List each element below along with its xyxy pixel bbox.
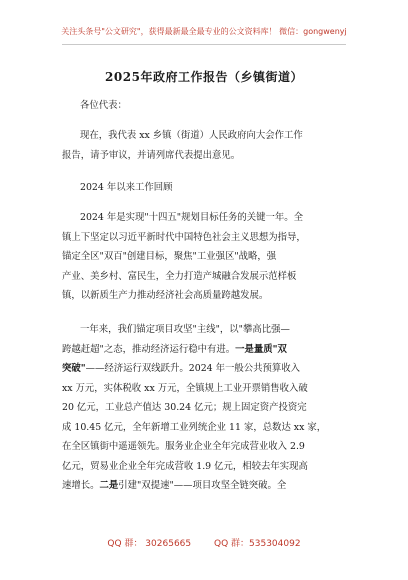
body-line: 20 亿元，工业总产值达 30.24 亿元；规上固定资产投资完	[62, 402, 307, 413]
body-bold-text: 二是	[99, 480, 119, 491]
body-line: 成 10.45 亿元，全年新增工业列统企业 11 家，总数达 xx 家，	[62, 421, 327, 433]
body-text: ——经济运行双线跃升。2024 年一般公共预算收入	[85, 363, 300, 374]
intro-line: 现在，我代表 xx 乡镇（街道）人民政府向大会作工作	[80, 130, 303, 141]
footer-contact	[0, 536, 408, 549]
body-line: 一年来，我们锚定项目攻坚"主线"，以"攀高比强—	[80, 324, 290, 335]
qq-group-2: QQ 群：535304092	[214, 539, 301, 549]
document-title: 2025年政府工作报告（乡镇街道）	[105, 70, 303, 84]
qq-group-1: QQ 群： 30265665	[107, 539, 192, 549]
intro-line: 报告，请予审议，并请列席代表提出意见。	[62, 149, 241, 161]
review-line: 镇上下坚定以习近平新时代中国特色社会主义思想为指导，	[62, 231, 306, 243]
salutation	[62, 96, 346, 116]
section-heading	[62, 178, 346, 198]
body-line: 在全区镇街中遥遥领先。服务业企业全年完成营业收入 2.9	[62, 441, 305, 452]
review-paragraph	[62, 208, 346, 306]
body-bold-text: 突破"	[62, 363, 86, 374]
body-paragraph	[62, 320, 346, 496]
body-line: 亿元，贸易业企业全年完成营收 1.9 亿元，相较去年实现高	[62, 460, 308, 472]
header-promo-note: 关注头条号"公文研究"，获得最新最全最专业的公文资料库！ 微信：gongwenyj	[61, 27, 347, 36]
intro-paragraph	[62, 126, 346, 165]
review-line: 产业、美乡村、富民生，全力打造产城融合发展示范样板	[62, 270, 297, 282]
body-text: 跨越赶超"之态，推动经济运行稳中有进。	[62, 343, 236, 355]
review-line: 镇，以新质生产力推动经济社会高质量跨越发展。	[62, 290, 269, 301]
salutation-text: 各位代表：	[80, 100, 127, 111]
body-line	[62, 340, 346, 360]
review-line: 锚定全区"双百"创建目标，聚焦"工业强区"战略，强	[62, 251, 277, 262]
body-text: 引建"双提速"——项目攻坚全链突破。全	[118, 480, 287, 491]
header-divider	[62, 44, 346, 45]
body-line	[62, 476, 346, 496]
review-line: 2024 年是实现"十四五"规划目标任务的关键一年。全	[80, 212, 303, 223]
body-bold-text: 一是量质"双	[235, 343, 287, 355]
body-line: xx 万元，实体税收 xx 万元，全镇规上工业开票销售收入破	[62, 382, 308, 394]
body-line	[62, 359, 346, 379]
section-heading-text: 2024 年以来工作回顾	[80, 182, 173, 193]
body-text: 速增长。	[62, 480, 100, 491]
